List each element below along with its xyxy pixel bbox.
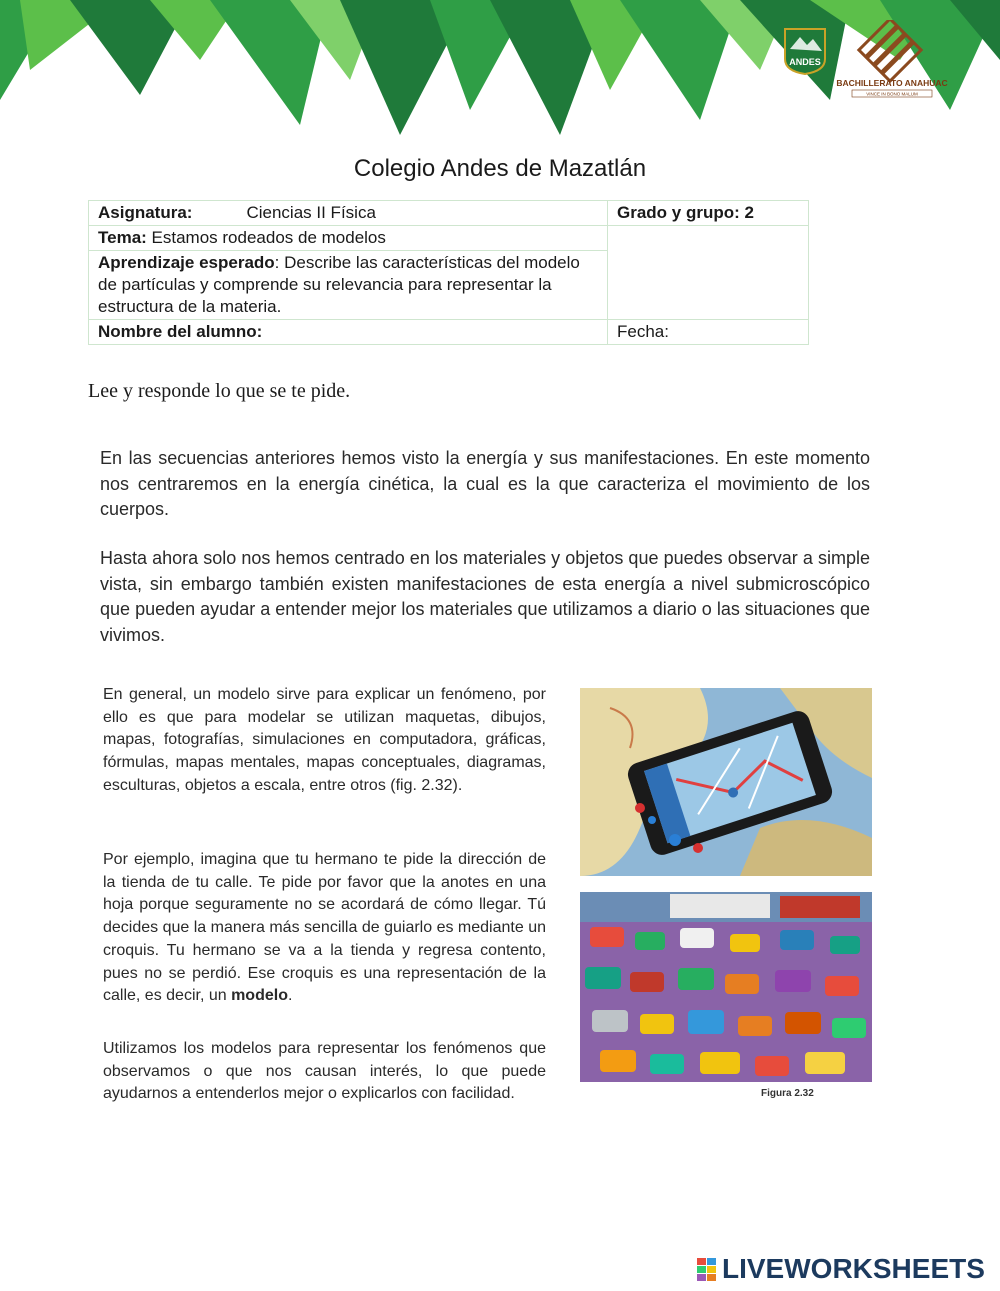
instruction: Lee y responde lo que se te pide. xyxy=(88,380,351,402)
figure-caption: Figura 2.32 xyxy=(761,1088,814,1099)
column-paragraph-2-end: . xyxy=(287,987,293,1005)
topic-cell xyxy=(89,226,608,251)
anahuac-logo xyxy=(832,20,952,100)
topic-value: Estamos rodeados de modelos xyxy=(146,228,386,247)
liveworksheets-logo-icon xyxy=(697,1258,717,1282)
subject-label: Asignatura: xyxy=(98,203,193,222)
model-keyword: modelo xyxy=(231,987,288,1005)
subject-cell xyxy=(89,201,608,226)
student-name-cell[interactable]: Nombre del alumno: xyxy=(89,320,608,345)
info-table xyxy=(88,200,809,345)
liveworksheets-brand[interactable]: LIVEWORKSHEETS xyxy=(722,1253,985,1284)
column-paragraph-2-text: Por ejemplo, imagina que tu hermano te pide la dirección de la tienda de tu calle. Te pide por favor que la anotes en una hoja porque seguramente no se acordará de cómo llegar. Tú decides que la manera más sencilla de guiarlo es mediante un croquis. Tu hermano se va a la tienda y regresa contento, pues no se perdió. Ese croquis es una representación de la calle, es decir, un xyxy=(103,851,546,1005)
column-paragraph-1: En general, un modelo sirve para explicar un fenómeno, por ello es que para modelar se utilizan maquetas, dibujos, mapas, fotografías, simulaciones en computadora, gráficas, fórmulas, mapas mentales, mapas conceptuales, diagramas, esculturas, objetos a escala, entre otros (fig. 2.32). xyxy=(103,686,546,794)
phone-map-photo xyxy=(580,688,872,876)
date-cell[interactable]: Fecha: xyxy=(608,320,809,345)
school-title: Colegio Andes de Mazatlán xyxy=(353,155,647,182)
column-paragraph-2 xyxy=(103,849,546,1008)
learning-cell xyxy=(89,251,608,320)
andes-logo xyxy=(782,27,828,75)
intro-paragraph-1: En las secuencias anteriores hemos visto la energía y sus manifestaciones. En este momento nos centraremos en la energía cinética, la cual es la que caracteriza el movimiento de los cuerpos. xyxy=(100,448,870,519)
anahuac-logo-text: BACHILLERATO ANAHUAC xyxy=(836,78,948,88)
subject-value: Ciencias II Física xyxy=(246,203,376,222)
toy-cars-photo xyxy=(580,892,872,1082)
intro-paragraph-2: Hasta ahora solo nos hemos centrado en los materiales y objetos que puedes observar a simple vista, sin embargo también existen manifestaciones de esta energía a nivel submicroscópico que pueden ayudar a entender mejor los materiales que utilizamos a diario o las situaciones que vivimos. xyxy=(100,548,870,645)
learning-label: Aprendizaje esperado xyxy=(98,253,275,272)
anahuac-logo-subtext: VINCE IN BONO MALUM xyxy=(866,91,918,97)
column-paragraph-3: Utilizamos los modelos para representar los fenómenos que observamos o que nos causan interés, lo que puede ayudarnos a entenderlos mejor o explicarlos con facilidad. xyxy=(103,1040,546,1103)
andes-logo-text: ANDES xyxy=(789,57,821,67)
grade-cell: Grado y grupo: 2 xyxy=(608,201,809,226)
learning-value: : Describe las características del modelo de partículas y comprende su relevancia para representar la estructura de la materia. xyxy=(98,253,580,316)
blank-cell xyxy=(608,226,809,320)
topic-label: Tema: xyxy=(98,228,147,247)
